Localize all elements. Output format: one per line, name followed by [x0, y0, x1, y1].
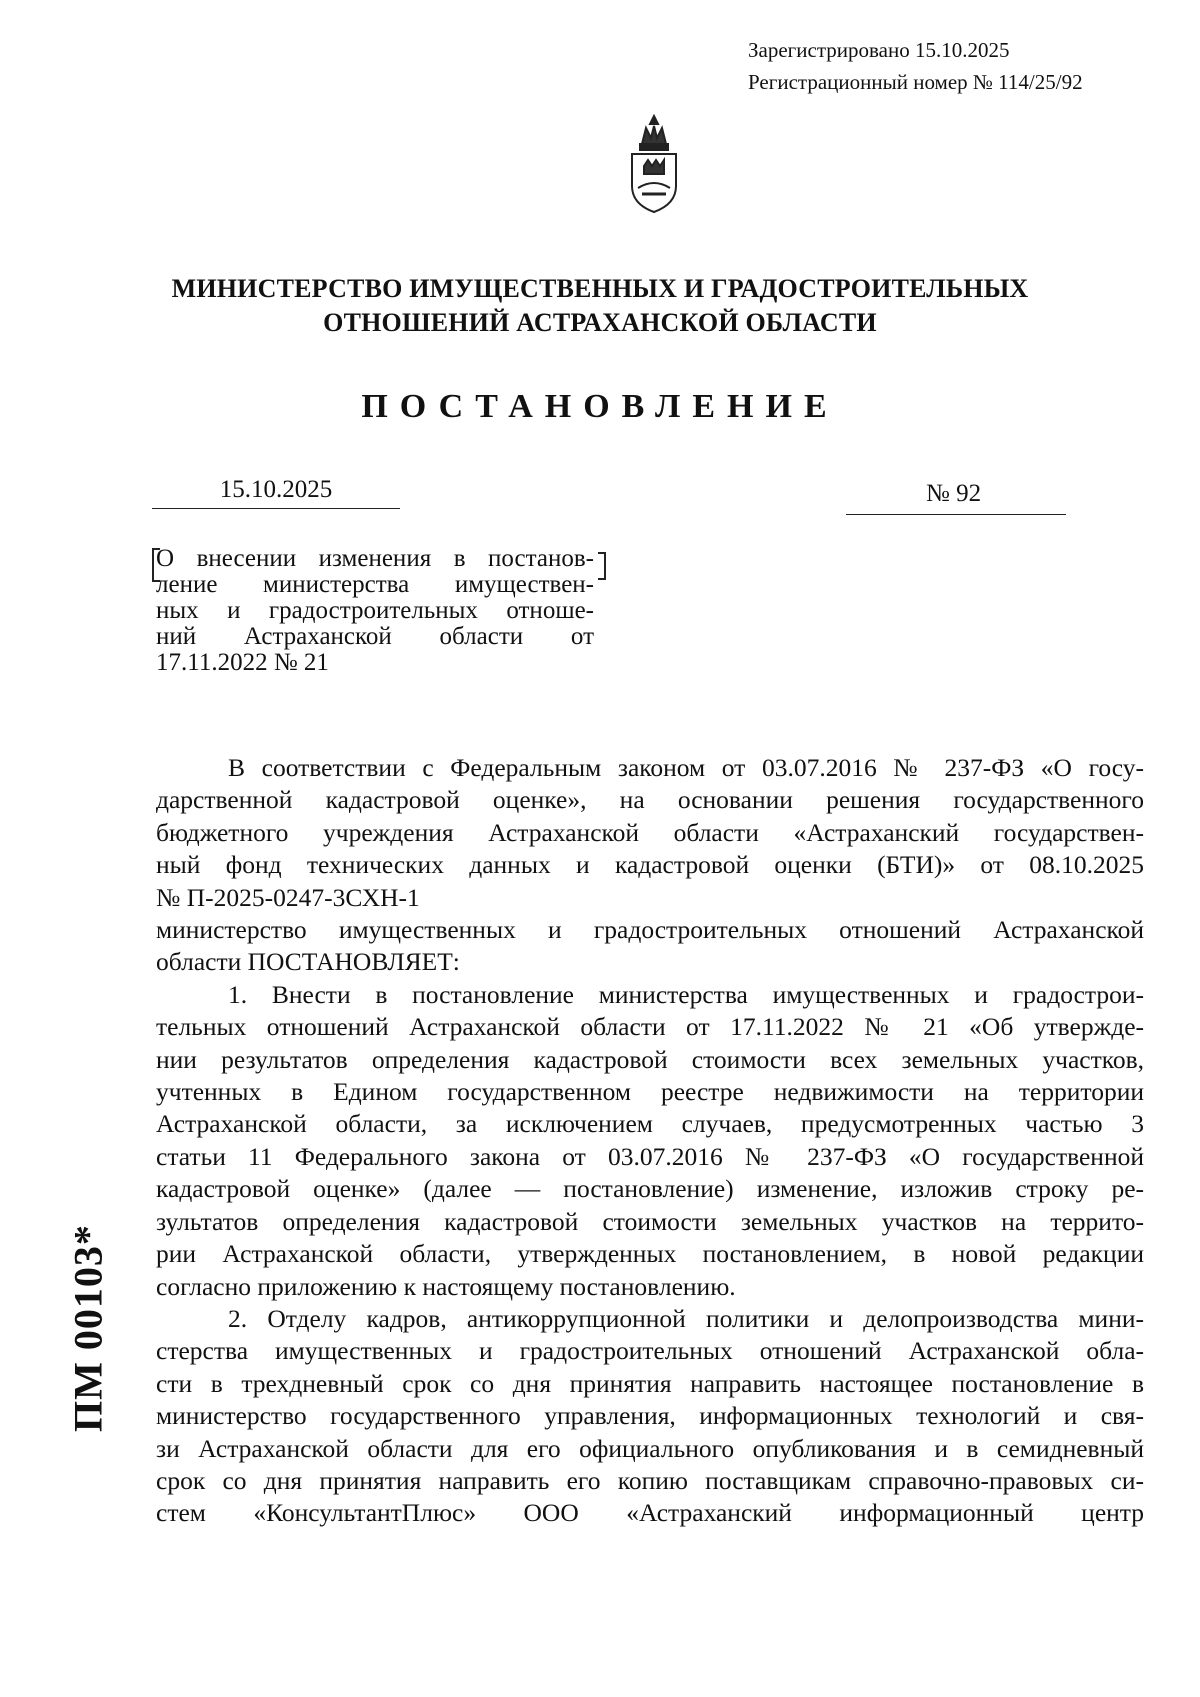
body-line: № П-2025-0247-3СХН-1 [156, 882, 420, 912]
document-date: 15.10.2025 [219, 476, 333, 503]
ministry-name-line2: ОТНОШЕНИЙ АСТРАХАНСКОЙ ОБЛАСТИ [323, 308, 877, 337]
body-line: дарственной кадастровой оценке», на основании решения государственного [156, 785, 1144, 815]
body-line: В соответствии с Федеральным законом от 03.07.2016 № 237-ФЗ «О госу- [228, 753, 1144, 782]
document-type: ПОСТАНОВЛЕНИЕ [361, 388, 839, 425]
body-line: Астраханской области, за исключением случаев, предусмотренных частью 3 [156, 1109, 1144, 1139]
side-stamp-text: ПМ 00103* [65, 1224, 111, 1432]
body-line: стем «КонсультантПлюс» ООО «Астраханский информационный центр [156, 1498, 1144, 1528]
body-line: срок со дня принятия направить его копию поставщикам справочно-правовых си- [156, 1465, 1144, 1495]
body-line: учтенных в Едином государственном реестре недвижимости на территории [156, 1077, 1144, 1107]
subject-line: ных и градостроительных отноше- [156, 597, 594, 624]
subject-bracket-right [598, 552, 606, 580]
body-line: рии Астраханской области, утвержденных постановлением, в новой редакции [156, 1239, 1144, 1269]
document-subject [156, 546, 594, 676]
body-line: 2. Отделу кадров, антикоррупционной политики и делопроизводства мини- [228, 1303, 1144, 1333]
body-line: нии результатов определения кадастровой стоимости всех земельных участков, [156, 1044, 1144, 1074]
body-line: 1. Внести в постановление министерства имущественных и градострои- [228, 979, 1144, 1009]
ministry-name-line1: МИНИСТЕРСТВО ИМУЩЕСТВЕННЫХ И ГРАДОСТРОИТЕЛЬНЫХ [171, 274, 1029, 303]
date-underline [152, 508, 400, 509]
number-underline [846, 514, 1066, 515]
subject-line: ний Астраханской области от [156, 623, 594, 650]
subject-line: 17.11.2022 № 21 [156, 649, 329, 676]
ministry-name [100, 272, 1100, 340]
document-number: № 92 [926, 480, 982, 507]
coat-of-arms-icon [624, 114, 684, 216]
body-line: статьи 11 Федерального закона от 03.07.2016 № 237-ФЗ «О государственной [156, 1141, 1144, 1171]
subject-line: ление министерства имуществен- [156, 571, 594, 598]
body-line: ный фонд технических данных и кадастровой оценки (БТИ)» от 08.10.2025 [156, 850, 1144, 880]
registration-date: Зарегистрировано 15.10.2025 [748, 38, 1010, 62]
body-line: кадастровой оценке» (далее — постановление) изменение, изложив строку ре- [156, 1174, 1144, 1204]
body-line: тельных отношений Астраханской области от 17.11.2022 № 21 «Об утвержде- [156, 1012, 1144, 1042]
body-line: области ПОСТАНОВЛЯЕТ: [156, 947, 460, 977]
body-line: министерство имущественных и градостроительных отношений Астраханской [156, 915, 1144, 945]
document-body [156, 752, 1144, 1530]
body-line: согласно приложению к настоящему постановлению. [156, 1271, 736, 1301]
registration-number: Регистрационный номер № 114/25/92 [748, 70, 1083, 94]
body-line: министерство государственного управления, информационных технологий и свя- [156, 1401, 1144, 1431]
body-line: бюджетного учреждения Астраханской области «Астраханский государствен- [156, 817, 1144, 847]
body-line: зультатов определения кадастровой стоимости земельных участков на террито- [156, 1206, 1144, 1236]
subject-line: О внесении изменения в постанов- [156, 545, 594, 572]
body-line: сти в трехдневный срок со дня принятия направить настоящее постановление в [156, 1368, 1144, 1398]
registration-block [748, 34, 1083, 98]
side-stamp [58, 1198, 118, 1458]
body-line: зи Астраханской области для его официального опубликования и в семидневный [156, 1433, 1144, 1463]
body-line: стерства имущественных и градостроительных отношений Астраханской обла- [156, 1336, 1144, 1366]
